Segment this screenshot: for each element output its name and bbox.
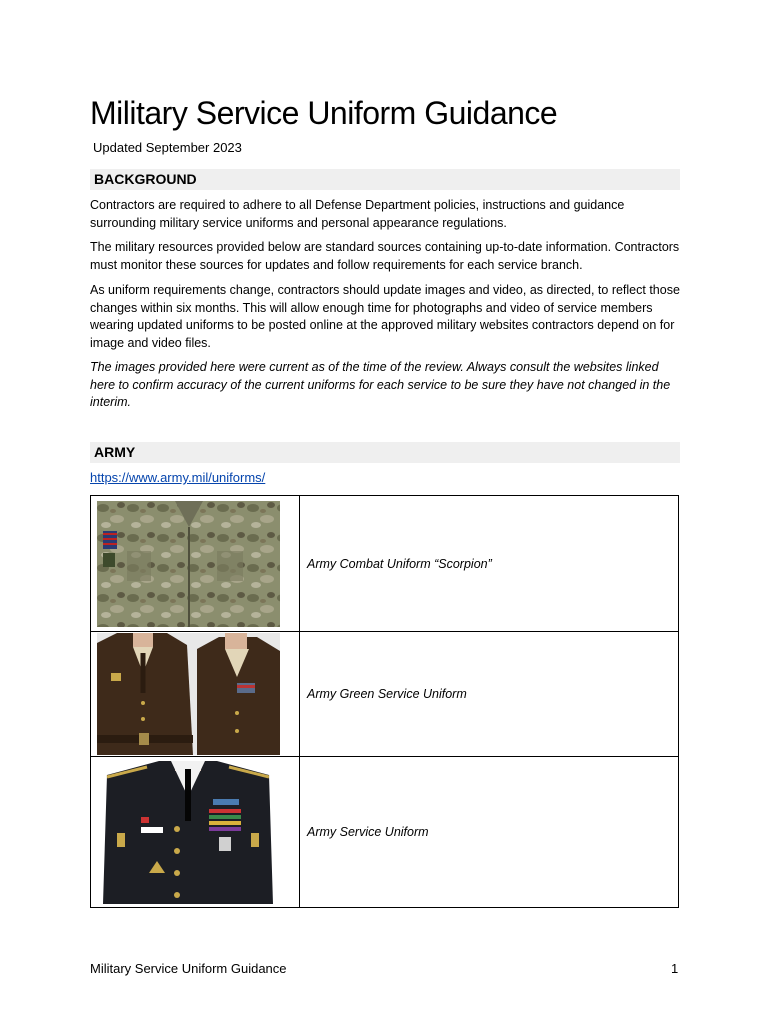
section-heading-army: ARMY — [90, 442, 680, 463]
army-uniforms-table — [90, 495, 679, 908]
uniform-image-cell — [91, 757, 300, 908]
background-paragraph-3: As uniform requirements change, contractors should update images and video, as directed, to reflect those changes within six months. This will allow enough time for photographs and video of service members wearing updated uniforms to be posted online at the approved military websites contractors depend on for image and video files. — [90, 283, 680, 350]
section-heading-background: BACKGROUND — [90, 169, 680, 190]
uniform-label: Army Green Service Uniform — [300, 632, 679, 757]
footer-document-title: Military Service Uniform Guidance — [90, 961, 287, 976]
background-note: The images provided here were current as of the time of the review. Always consult the websites linked here to confirm accuracy of the current uniforms for each service to be sure they have not changed in the interim. — [90, 360, 671, 409]
table-row — [91, 496, 679, 632]
page-number: 1 — [671, 961, 679, 976]
uniform-image-cell — [91, 632, 300, 757]
combat-uniform-photo — [97, 501, 280, 627]
green-service-uniform-photo — [97, 633, 280, 755]
background-paragraph-1: Contractors are required to adhere to all Defense Department policies, instructions and guidance surrounding military service uniforms and personal appearance regulations. — [90, 198, 625, 230]
service-uniform-photo — [97, 761, 280, 904]
uniform-image-cell — [91, 496, 300, 632]
document-title: Military Service Uniform Guidance — [90, 95, 558, 131]
table-row — [91, 757, 679, 908]
army-uniforms-link[interactable]: https://www.army.mil/uniforms/ — [90, 470, 266, 485]
background-paragraph-2: The military resources provided below are standard sources containing up-to-date information. Contractors must monitor these sources for updates and follow requirements for each service branch. — [90, 240, 680, 272]
uniform-label: Army Combat Uniform “Scorpion” — [300, 496, 679, 632]
updated-date: Updated September 2023 — [93, 140, 242, 155]
uniform-label: Army Service Uniform — [300, 757, 679, 908]
table-row — [91, 632, 679, 757]
